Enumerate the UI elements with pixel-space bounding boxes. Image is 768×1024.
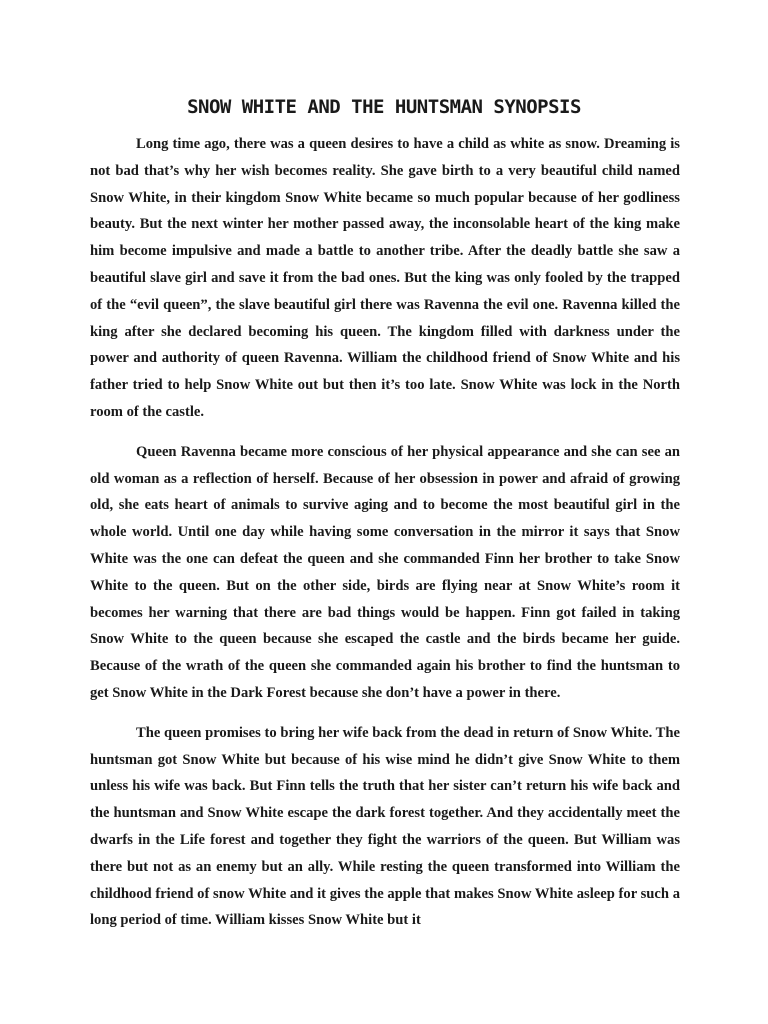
paragraph-3: The queen promises to bring her wife back from the dead in return of Snow White. The huntsman got Snow White but because of his wise mind he didn’t give Snow White to them unless his wife was back. But Finn tells the truth that her sister can’t return his wife back and the huntsman and Snow White escape the dark forest together. And they accidentally meet the dwarfs in the Life forest and together they fight the warriors of the queen. But William was there but not as an enemy but an ally. While resting the queen transformed into William the childhood friend of snow White and it gives the apple that makes Snow White asleep for such a long period of time. William kisses Snow White but it [90,724,680,929]
paragraph-2: Queen Ravenna became more conscious of her physical appearance and she can see an old woman as a reflection of herself. Because of her obsession in power and afraid of growing old, she eats heart of animals to survive aging and to become the most beautiful girl in the whole world. Until one day while having some conversation in the mirror it says that Snow White was the one can defeat the queen and she commanded Finn her brother to take Snow White to the queen. But on the other side, birds are flying near at Snow White’s room it becomes her warning that there are bad things would be happen. Finn got failed in taking Snow White to the queen because she escaped the castle and the birds became her guide. Because of the wrath of the queen she commanded again his brother to find the huntsman to get Snow White in the Dark Forest because she don’t have a power in there. [90,443,680,701]
paragraph-1: Long time ago, there was a queen desires to have a child as white as snow. Dreaming is not bad that’s why her wish becomes reality. She gave birth to a very beautiful child named Snow White, in their kingdom Snow White became so much popular because of her godliness beauty. But the next winter her mother passed away, the inconsolable heart of the king make him become impulsive and made a battle to another tribe. After the deadly battle she saw a beautiful slave girl and save it from the bad ones. But the king was only fooled by the trapped of the “evil queen”, the slave beautiful girl there was Ravenna the evil one. Ravenna killed the king after she declared becoming his queen. The kingdom filled with darkness under the power and authority of queen Ravenna. William the childhood friend of Snow White and his father tried to help Snow White out but then it’s too late. Snow White was lock in the North room of the castle. [90,136,680,420]
document-body [90,131,680,947]
document-title: SNOW WHITE AND THE HUNTSMAN SYNOPSIS [187,96,581,118]
